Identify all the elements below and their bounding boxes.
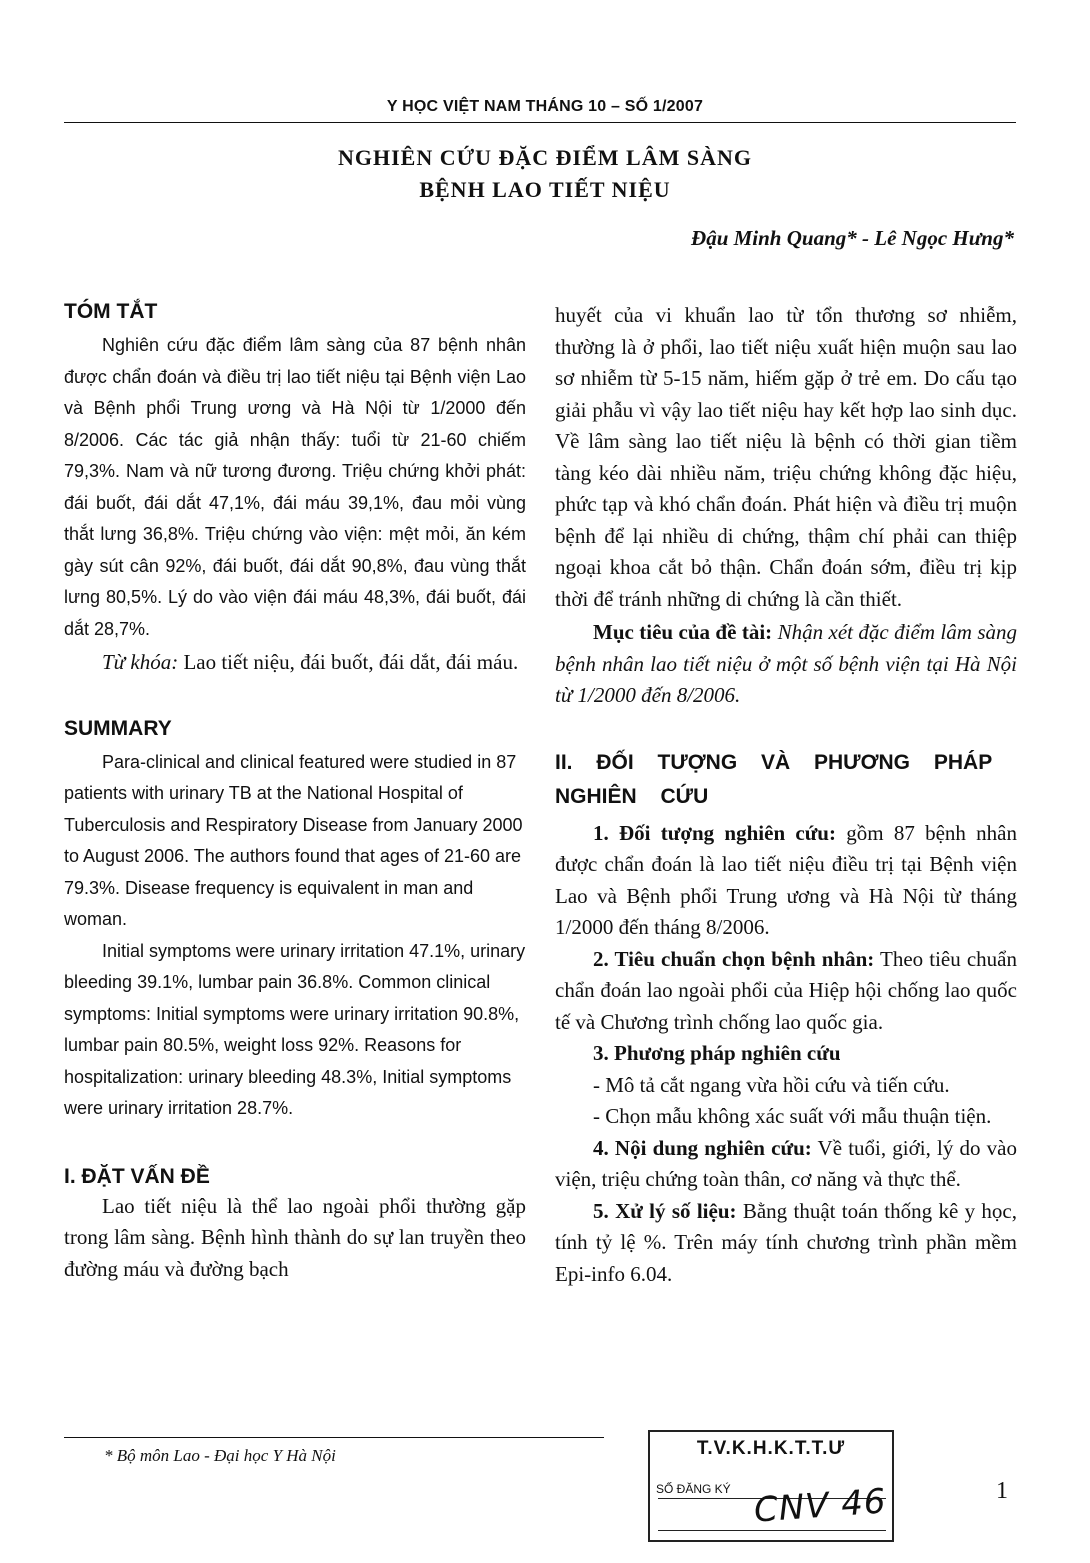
methods-heading: II. ĐỐI TƯỢNG VÀ PHƯƠNG PHÁP NGHIÊN CỨU: [555, 750, 992, 808]
method-4: [555, 1133, 1017, 1196]
aim-label: Mục tiêu của đề tài:: [593, 620, 773, 644]
method-4-label: 4. Nội dung nghiên cứu:: [593, 1135, 812, 1160]
method-5-label: 5. Xử lý số liệu:: [593, 1198, 737, 1223]
method-5: [555, 1196, 1017, 1291]
method-1: [555, 818, 1017, 944]
introduction-continued: huyết của vi khuẩn lao từ tổn thương sơ nhiễm, thường là ở phổi, lao tiết niệu xuất hiện muộn sau lao sơ nhiễm từ 5-15 năm, hiếm gặp ở trẻ em. Do cấu tạo giải phẫu vì vậy lao tiết niệu hay kết hợp lao sinh dục. Về lâm sàng lao tiết niệu là bệnh có thời gian tiềm tàng kéo dài nhiều năm, triệu chứng không đặc hiệu, phức tạp và khó chẩn đoán. Phát hiện và điều trị muộn bệnh để lại nhiều di chứng, thậm chí phải can thiệp ngoại khoa cắt bỏ thận. Chẩn đoán sớm, điều trị kịp thời để tránh những di chứng là cần thiết.: [555, 303, 1017, 611]
method-3-item-1: - Mô tả cắt ngang vừa hồi cứu và tiến cứu.: [593, 1072, 950, 1097]
study-aim: [555, 617, 1017, 712]
method-2-text: Theo tiêu chuẩn chẩn đoán lao ngoài phổi của Hiệp hội chống lao quốc tế và Chương trình chống lao quốc gia.: [555, 946, 1017, 1034]
left-column: [64, 300, 526, 1285]
method-5-text: Bằng thuật toán thống kê y học, tính tỷ lệ %. Trên máy tính chương trình phần mềm Epi-info 6.04.: [555, 1198, 1017, 1286]
keywords-label: Từ khóa:: [102, 650, 179, 674]
header-rule: [64, 122, 1016, 123]
title-line-2: BỆNH LAO TIẾT NIỆU: [419, 177, 671, 202]
footnote: * Bộ môn Lao - Đại học Y Hà Nội: [104, 1446, 336, 1465]
page-number: 1: [996, 1478, 1008, 1504]
abstract-heading: TÓM TẮT: [64, 300, 158, 323]
method-3-item-2: - Chọn mẫu không xác suất với mẫu thuận tiện.: [593, 1104, 992, 1128]
stamp-registration-number: CNV 46: [752, 1481, 888, 1531]
aim-text: Nhận xét đặc điểm lâm sàng bệnh nhân lao tiết niệu ở một số bệnh viện tại Hà Nội từ 1/2000 đến 8/2006.: [555, 620, 1017, 707]
summary-heading: SUMMARY: [64, 716, 172, 740]
introduction-paragraph: Lao tiết niệu là thể lao ngoài phổi thường gặp trong lâm sàng. Bệnh hình thành do sự lan truyền theo đường máu và đường bạch: [64, 1193, 526, 1281]
abstract-body: Nghiên cứu đặc điểm lâm sàng của 87 bệnh nhân được chẩn đoán và điều trị lao tiết niệu tại Bệnh viện Lao và Bệnh phổi Trung ương và Hà Nội từ 1/2000 đến 8/2006. Các tác giả nhận thấy: tuổi từ 21-60 chiếm 79,3%. Nam và nữ tương đương. Triệu chứng khởi phát: đái buốt, đái dắt 47,1%, đái máu 39,1%, đau mỏi vùng thắt lưng 36,8%. Triệu chứng vào viện: mệt mỏi, ăn kém gày sút cân 92%, đái buốt, đái dắt 90,8%, đau vùng thắt lưng 80,5%. Lý do vào viện đái máu 48,3%, đái buốt, đái dắt 28,7%.: [64, 335, 526, 639]
summary-paragraph-2: Initial symptoms were urinary irritation 47.1%, urinary bleeding 39.1%, lumbar pain 36.8%. Common clinical symptoms: Initial symptoms were urinary irritation 90.8%, lumbar pain 80.5%, weight loss 92%. Reasons for hospitalization: urinary bleeding 48.3%, Initial symptoms were urinary irritation 28.7%.: [64, 940, 526, 1118]
method-2: [555, 944, 1017, 1039]
stamp-underline: [658, 1530, 886, 1531]
keywords: [64, 647, 526, 679]
method-2-label: 2. Tiêu chuẩn chọn bệnh nhân:: [593, 946, 875, 971]
keywords-text: Lao tiết niệu, đái buốt, đái dắt, đái máu.: [178, 650, 519, 674]
method-3-label: 3. Phương pháp nghiên cứu: [593, 1041, 841, 1065]
method-1-text: gồm 87 bệnh nhân được chẩn đoán là lao tiết niệu điều trị tại Bệnh viện Lao và Bệnh phổi Trung ương và Hà Nội từ tháng 1/2000 đến tháng 8/2006.: [555, 820, 1017, 939]
article-title: [0, 142, 1090, 206]
stamp-title: T.V.K.H.K.T.T.Ư: [696, 1438, 846, 1459]
right-column: [555, 300, 1017, 1290]
title-line-1: NGHIÊN CỨU ĐẶC ĐIỂM LÂM SÀNG: [337, 145, 753, 170]
footnote-rule: [64, 1437, 604, 1438]
stamp-registration-label: SỐ ĐĂNG KÝ: [656, 1482, 731, 1496]
library-stamp: [648, 1430, 894, 1542]
summary-paragraph-1: Para-clinical and clinical featured were studied in 87 patients with urinary TB at the National Hospital of Tuberculosis and Respiratory Disease from January 2000 to August 2006. The authors found that ages of 21-60 are 79.3%. Disease frequency is equivalent in man and woman.: [64, 751, 523, 929]
running-header: Y HỌC VIỆT NAM THÁNG 10 – SỐ 1/2007: [386, 98, 704, 115]
introduction-heading: I. ĐẶT VẤN ĐỀ: [64, 1164, 210, 1188]
authors: Đậu Minh Quang* - Lê Ngọc Hưng*: [691, 226, 1014, 250]
method-1-label: 1. Đối tượng nghiên cứu:: [593, 820, 836, 845]
method-4-text: Về tuổi, giới, lý do vào viện, triệu chứng toàn thân, cơ năng và thực thể.: [555, 1135, 1017, 1191]
